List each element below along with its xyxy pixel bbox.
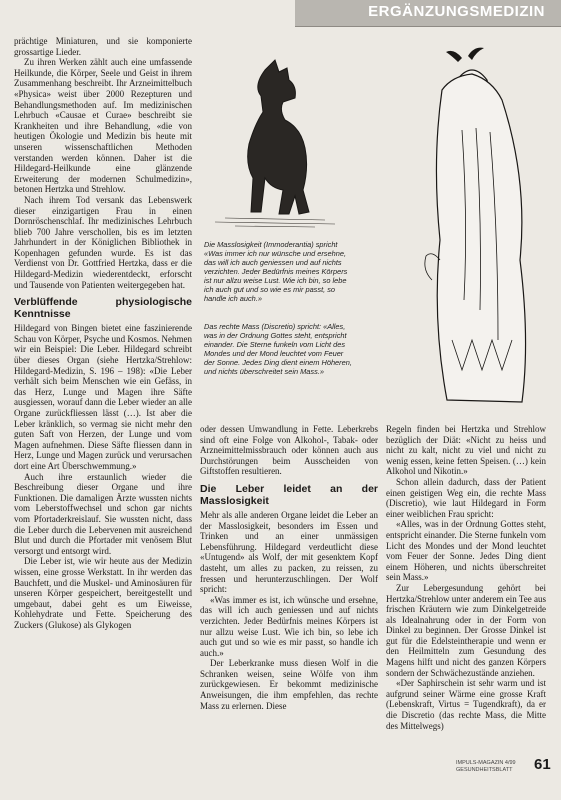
paragraph: Hildegard von Bingen bietet eine faszinierende Schau von Körper, Psyche und Kosmos. Nehmen wir ein Beispiel: Die Leber. Hildegard schreibt über dieses Organ (siehe Hertzka/Strehlow: Hildegard-Medizin, S. 196 – 198): «Die Leber verhält sich beim Menschen wie ein Gefäss, in das Herz, Lunge und Magen ihre Säfte ausgiessen, worauf dann die Leber wieder an alle Organe zurückfliessen lässt (…). Ist aber die Leber kränklich, so vermag sie nicht mehr den guten Saft von Herzen, der Lunge und vom Magen aufnehmen. Diese Säfte fliessen dann in Herz, Lunge und Magen zurück und verursachen dort eine Art Überschwemmung.» — [14, 323, 192, 471]
paragraph: prächtige Miniaturen, und sie komponierte grossartige Lieder. — [14, 36, 192, 57]
page-number: 61 — [534, 756, 551, 773]
paragraph: Schon allein dadurch, dass der Patient einen geistigen Weg ein, die rechte Mass (Discretio), wie laut Hildegard in Form einer weiblichen Frau spricht: — [386, 476, 546, 519]
wolf-caption: Die Masslosigkeit (Immoderantia) spricht «Was immer ich nur wünsche und ersehne, das will ich auch geniessen und auf nichts verzichten. Jeder Bedürfnis meines Körpers ist nur allzu weise Lust. Wie ich bin, so lebe ich auch gut und so wie es mir passt, so handle ich auch.» — [204, 240, 348, 303]
paragraph: Auch ihre erstaunlich wieder die Beschreibung dieser Organe und ihre Funktionen. Die damaligen Ärzte wussten nichts vom Leberstoffwechsel und schon gar nichts vom Pfortaderkreislauf. Sie wussten nicht, dass die Leber durch die Lebervenen mit ausreichend Blut und durch die Pfortader mit venösem Blut versorgt und entsorgt wird. — [14, 471, 192, 556]
paragraph: Zur Lebergesundung gehört bei Hertzka/Strehlow unter anderem ein Tee aus frischen Kräutern wie zum Dinkelgetreide als Idealnahrung oder in der Form von Dinkel zu beginnen. Der Grosse Dinkel ist gut für die Edelsteintherapie und wenn er den Heilmitteln zum Gesundung des Magens hilft und nicht des ganzen Körpers sondern der Schwächezustände anziehen. — [386, 582, 546, 678]
discretio-figure-illustration — [402, 40, 552, 420]
paragraph: Nach ihrem Tod versank das Lebenswerk dieser einzigartigen Frau in einen Dornröschenschlaf. Ihr medizinisches Lehrbuch blieb 700 Jahre verschollen, bis es im letzten Jahrhundert in der Königlichen Bibliothek in Kopenhagen gefunden wurde. Es ist das Verdienst von Dr. Gottfried Hertzka, dass er die Hildegard-Medizin wiederentdeckt, erforscht und Tausende von Patienten weitergegeben hat. — [14, 194, 192, 290]
paragraph: «Alles, was in der Ordnung Gottes steht, entspricht einander. Die Sterne funkeln vom Licht des Mondes und der Mond leuchtet vom Feuer der Sonne. Jedes Ding dient einem Höheren, und nichts überschreitet sein Mass.» — [386, 519, 546, 583]
paragraph: «Der Saphirschein ist sehr warm und ist aufgrund seiner Wärme eine grosse Kraft (Lebenskraft, Virtus = Tugendkraft), da er die Discretio (das rechte Mass, die Mitte des Mittelwegs) — [386, 678, 546, 731]
paragraph: Mehr als alle anderen Organe leidet die Leber an der Masslosigkeit, besonders im Essen und Trinken und an einer unmässigen Lebensführung. Hildegard verdeutlicht diese «Untugend» als Wolf, der mit gesenktem Kopf dasteht, um alles zu packen, zu reissen, zu fressen und herunterzuschlingen. Der Wolf spricht: — [200, 509, 378, 595]
article-column-2 — [200, 424, 378, 776]
paragraph: Der Leberkranke muss diesen Wolf in die Schranken weisen, seine Wölfe von ihm zurückgewiesen. Er bekommt medizinische Anweisungen, die ihm empfehlen, das rechte Mass zu erlernen. Diese — [200, 658, 378, 711]
subheading: Verblüffende physiologische Kenntnisse — [14, 296, 192, 321]
paragraph: oder dessen Umwandlung in Fette. Leberkrebs sind oft eine Folge von Alkohol-, Tabak- oder Arzneimittelmissbrauch oder können auch aus Durchstörungen beim Ausscheiden von Giftstoffen resultieren. — [200, 424, 378, 477]
article-column-1 — [14, 36, 192, 776]
section-header-bar — [295, 0, 561, 27]
subheading: Die Leber leidet an der Masslosigkeit — [200, 482, 378, 507]
paragraph: «Was immer es ist, ich wünsche und ersehne, das will ich auch geniessen und auf nichts verzichten. Jeder Bedürfnis meines Körpers ist nur allzu weise Lust. Wie ich bin, so lebe ich auch gut und so wie es mir passt, so handle ich auch.» — [200, 594, 378, 658]
section-title: ERGÄNZUNGSMEDIZIN — [368, 3, 545, 20]
article-column-3 — [386, 424, 546, 776]
discretio-caption: Das rechte Mass (Discretio) spricht: «Alles, was in der Ordnung Gottes steht, entspricht einander. Die Sterne funkeln vom Licht des Mondes und der Mond leuchtet vom Feuer der Sonne. Jedes Ding dient einem Höheren, und nichts überschreitet sein Mass.» — [204, 322, 352, 376]
paragraph: Regeln finden bei Hertzka und Strehlow bezüglich der Diät: «Nicht zu heiss und nicht zu kalt, nicht zu viel und nicht zu wenig essen, keine fetten Speisen. (…) kein Alkohol und Nikotin.» — [386, 424, 546, 477]
paragraph: Die Leber ist, wie wir heute aus der Medizin wissen, eine grosse Werkstatt. In ihr werden das Bauchfett, und die Muskel- und Aminosäuren für unseren Körper gespeichert, bereitgestellt und umgebaut, dabei geht es um Eiweisse, Kohlehydrate und Fette. Speicherung des Zuckers (Glukose) als Glykogen — [14, 556, 192, 630]
wolf-illustration — [205, 40, 345, 230]
paragraph: Zu ihren Werken zählt auch eine umfassende Heilkunde, die Körper, Seele und Geist in ihrem Zusammenhang beschreibt. Ihr Arzneimittelbuch «Physica» weist über 2000 Rezepturen und Behandlungsmethoden auf. Im medizinischen Lehrbuch «Causae et Curae» beschreibt sie Krankheiten und ihre Behandlung, «die von heutigen Ökologie und Medizin bis heute mit unseren wissenschaftlichen Methoden verstanden werden können. Daher ist die Hildegard-Heilkunde eine glänzende Erweiterung der modernen Schulmedizin», betonen Hertzka und Strehlow. — [14, 57, 192, 195]
publication-credit: IMPULS-MAGAZIN 4/99 GESUNDHEITSBLATT — [456, 760, 516, 773]
